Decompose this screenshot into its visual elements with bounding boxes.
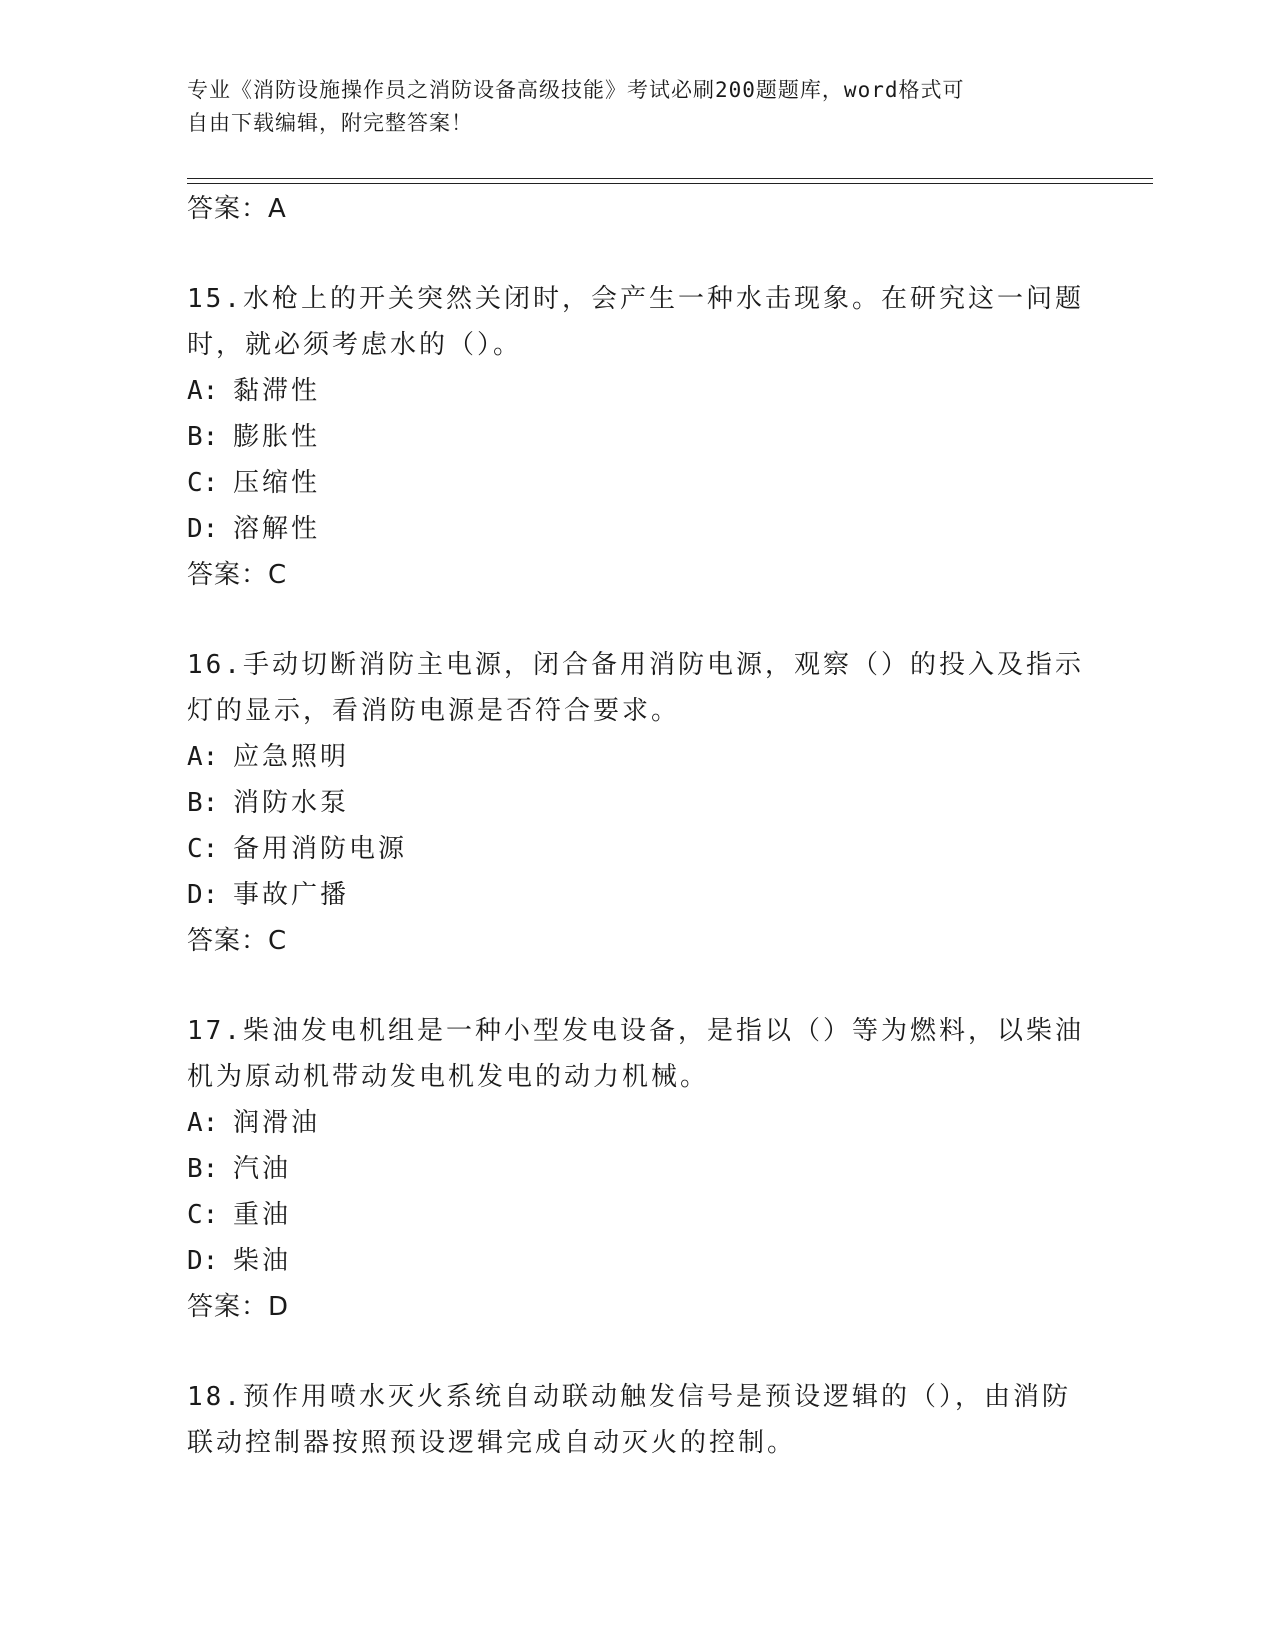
option-letter: C: <box>187 1200 219 1230</box>
question-block-17 <box>187 1008 1087 1330</box>
option-text: 事故广播 <box>233 880 350 910</box>
option-text: 柴油 <box>233 1246 292 1276</box>
option-text: 消防水泵 <box>233 788 350 818</box>
option-letter: B: <box>187 422 219 452</box>
option-b <box>187 780 1087 826</box>
header-line-2: 自由下载编辑，附完整答案！ <box>187 111 473 135</box>
option-text: 膨胀性 <box>233 422 321 452</box>
question-text-cont: 时，就必须考虑水的（）。 <box>187 330 523 360</box>
question-block-16 <box>187 642 1087 964</box>
question-text: 15.水枪上的开关突然关闭时，会产生一种水击现象。在研究这一问题 <box>187 284 1084 314</box>
question-text: 18.预作用喷水灭火系统自动联动触发信号是预设逻辑的（），由消防 <box>187 1382 1071 1412</box>
option-letter: D: <box>187 514 219 544</box>
option-letter: B: <box>187 788 219 818</box>
question-block-18 <box>187 1374 1087 1466</box>
option-text: 黏滞性 <box>233 376 321 406</box>
option-text: 溶解性 <box>233 514 321 544</box>
option-text: 汽油 <box>233 1154 292 1184</box>
answer-line: 答案：D <box>187 1292 290 1322</box>
option-c <box>187 460 1087 506</box>
question-text-cont: 联动控制器按照预设逻辑完成自动灭火的控制。 <box>187 1428 797 1458</box>
option-a <box>187 734 1087 780</box>
document-body <box>187 186 1087 1466</box>
question-text-cont: 机为原动机带动发电机发电的动力机械。 <box>187 1062 710 1092</box>
header-line-1: 专业《消防设施操作员之消防设备高级技能》考试必刷200题题库，word格式可 <box>187 78 965 102</box>
option-text: 应急照明 <box>233 742 350 772</box>
option-c <box>187 1192 1087 1238</box>
option-b <box>187 414 1087 460</box>
option-letter: D: <box>187 1246 219 1276</box>
option-a <box>187 368 1087 414</box>
question-block-15 <box>187 276 1087 598</box>
option-letter: C: <box>187 834 219 864</box>
header-rule-bottom <box>187 183 1153 184</box>
option-d <box>187 872 1087 918</box>
option-letter: B: <box>187 1154 219 1184</box>
option-letter: D: <box>187 880 219 910</box>
option-text: 备用消防电源 <box>233 834 408 864</box>
question-text: 17.柴油发电机组是一种小型发电设备，是指以（）等为燃料，以柴油 <box>187 1016 1084 1046</box>
answer-line: 答案：C <box>187 926 288 956</box>
answer-line: 答案：C <box>187 560 288 590</box>
option-d <box>187 1238 1087 1284</box>
answer-line: 答案：A <box>187 194 287 224</box>
question-text: 16.手动切断消防主电源，闭合备用消防电源，观察（）的投入及指示 <box>187 650 1084 680</box>
option-text: 重油 <box>233 1200 292 1230</box>
option-letter: A: <box>187 1108 219 1138</box>
option-letter: A: <box>187 376 219 406</box>
option-d <box>187 506 1087 552</box>
header-rule-top <box>187 178 1153 179</box>
option-text: 压缩性 <box>233 468 321 498</box>
option-c <box>187 826 1087 872</box>
option-a <box>187 1100 1087 1146</box>
option-b <box>187 1146 1087 1192</box>
option-text: 润滑油 <box>233 1108 321 1138</box>
option-letter: A: <box>187 742 219 772</box>
option-letter: C: <box>187 468 219 498</box>
document-header <box>187 74 1087 140</box>
question-text-cont: 灯的显示，看消防电源是否符合要求。 <box>187 696 681 726</box>
